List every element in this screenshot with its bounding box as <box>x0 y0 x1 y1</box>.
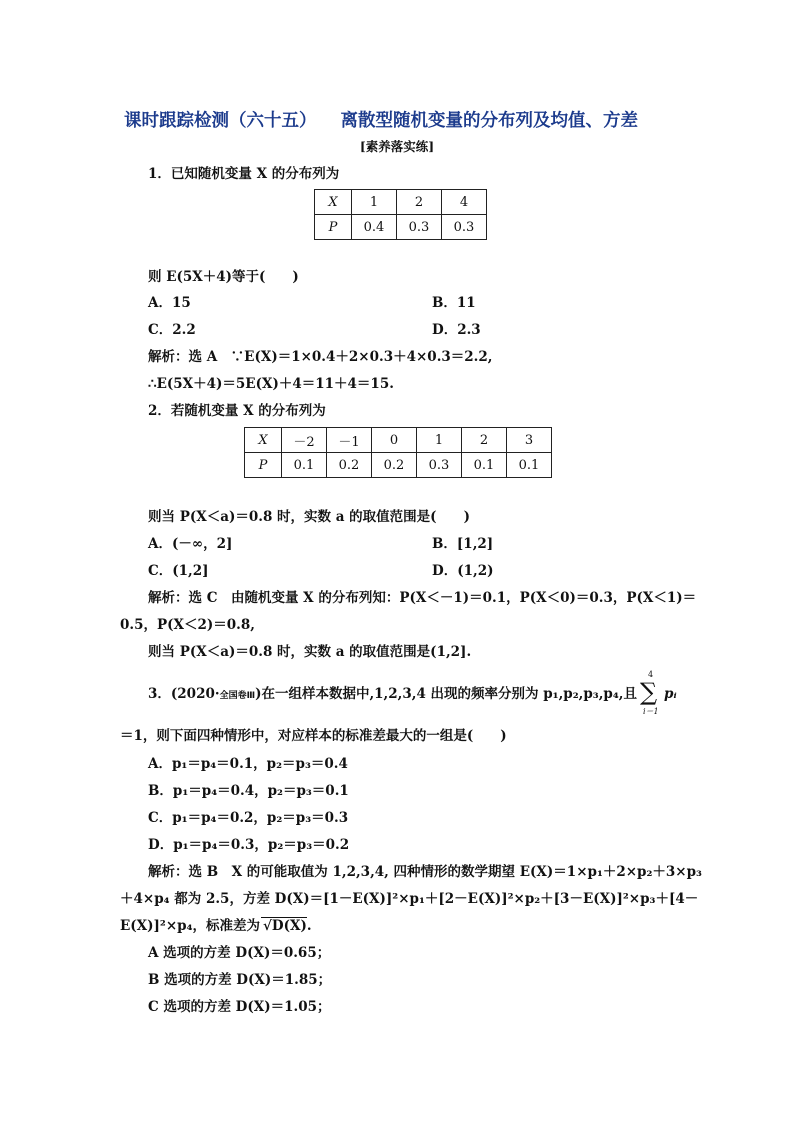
q3-variance-c: C 选项的方差 D(X)＝1.05； <box>148 999 331 1015</box>
table-cell: 0.2 <box>327 453 372 478</box>
table-cell: X <box>245 428 282 453</box>
q1-table <box>314 189 487 240</box>
q2-ask: 则当 P(X＜a)＝0.8 时，实数 a 的取值范围是( ) <box>148 509 470 525</box>
table-cell: 4 <box>442 190 487 215</box>
q1-option-a: A．15 <box>148 295 191 311</box>
table-cell: 0.1 <box>462 453 507 478</box>
q2-option-a: A．(－∞，2] <box>148 536 233 552</box>
section-subtitle: [素养落实练] <box>359 139 435 154</box>
table-row <box>315 215 487 240</box>
table-cell: 1 <box>352 190 397 215</box>
title-left: 课时跟踪检测（六十五） <box>124 111 317 131</box>
q2-option-c: C．(1,2] <box>148 563 209 579</box>
q3-variance-b: B 选项的方差 D(X)＝1.85； <box>148 972 332 988</box>
q2-solution-line1: 解析：选 C 由随机变量 X 的分布列知：P(X＜－1)＝0.1，P(X＜0)＝0.3，P(X＜1)＝ <box>148 590 697 606</box>
table-cell: 0.2 <box>372 453 417 478</box>
q1-option-d: D．2.3 <box>432 322 481 338</box>
table-cell: 2 <box>397 190 442 215</box>
source-tag: 全国卷Ⅲ <box>219 691 256 701</box>
table-row <box>245 453 552 478</box>
table-row <box>315 190 487 215</box>
table-cell: －1 <box>327 428 372 453</box>
q1-ask: 则 E(5X＋4)等于( ) <box>148 269 299 285</box>
table-row <box>245 428 552 453</box>
table-cell: 0.1 <box>507 453 552 478</box>
q2-option-d: D．(1,2) <box>432 563 494 579</box>
sqrt-expression: √D(X) <box>263 918 307 934</box>
q2-solution-line2: 0.5，P(X＜2)＝0.8, <box>120 617 255 633</box>
q2-solution-line3: 则当 P(X＜a)＝0.8 时，实数 a 的取值范围是(1,2]. <box>148 644 472 660</box>
q3-option-c: C．p₁＝p₄＝0.2，p₂＝p₃＝0.3 <box>148 810 349 826</box>
table-cell: 1 <box>417 428 462 453</box>
q1-option-b: B．11 <box>432 295 476 311</box>
q3-solution-line1: 解析：选 B X 的可能取值为 1,2,3,4, 四种情形的数学期望 E(X)＝1×p₁＋2×p₂＋3×p₃ <box>148 864 702 880</box>
q3-stem-cont: ＝1，则下面四种情形中，对应样本的标准差最大的一组是( ) <box>120 728 507 744</box>
q3-solution-line3: E(X)]²×p₄，标准差为 √D(X). <box>120 918 312 934</box>
q1-solution-line1: 解析：选 A ∵E(X)＝1×0.4＋2×0.3＋4×0.3＝2.2, <box>148 349 493 365</box>
table-cell: 0.4 <box>352 215 397 240</box>
q3-solution-line2: ＋4×p₄ 都为 2.5，方差 D(X)＝[1－E(X)]²×p₁＋[2－E(X)]²×p₂＋[3－E(X)]²×p₃＋[4－ <box>120 891 699 907</box>
table-cell: 2 <box>462 428 507 453</box>
table-cell: 0.1 <box>282 453 327 478</box>
page-title <box>124 107 684 132</box>
table-cell: 3 <box>507 428 552 453</box>
q1-stem: 1．已知随机变量 X 的分布列为 <box>148 166 340 182</box>
table-cell: P <box>245 453 282 478</box>
table-cell: P <box>315 215 352 240</box>
q3-option-b: B．p₁＝p₄＝0.4，p₂＝p₃＝0.1 <box>148 783 349 799</box>
q2-table <box>244 427 552 478</box>
table-cell: 0.3 <box>442 215 487 240</box>
q1-option-c: C．2.2 <box>148 322 196 338</box>
q2-option-b: B．[1,2] <box>432 536 494 552</box>
q3-option-d: D．p₁＝p₄＝0.3，p₂＝p₃＝0.2 <box>148 837 350 853</box>
q3-variance-a: A 选项的方差 D(X)＝0.65； <box>148 945 331 961</box>
summation-symbol: 4 ∑ i＝1 pᵢ <box>640 670 677 716</box>
table-cell: 0 <box>372 428 417 453</box>
table-cell: 0.3 <box>397 215 442 240</box>
q3-option-a: A．p₁＝p₄＝0.1，p₂＝p₃＝0.4 <box>148 756 348 772</box>
q3-stem: 3．(2020·全国卷Ⅲ)在一组样本数据中,1,2,3,4 出现的频率分别为 p₁,p₂,p₃,p₄,且 <box>148 686 637 702</box>
title-right: 离散型随机变量的分布列及均值、方差 <box>340 111 638 131</box>
table-cell: －2 <box>282 428 327 453</box>
q1-solution-line2: ∴E(5X＋4)＝5E(X)＋4＝11＋4＝15. <box>148 376 394 392</box>
table-cell: 0.3 <box>417 453 462 478</box>
table-cell: X <box>315 190 352 215</box>
q2-stem: 2．若随机变量 X 的分布列为 <box>148 403 326 419</box>
